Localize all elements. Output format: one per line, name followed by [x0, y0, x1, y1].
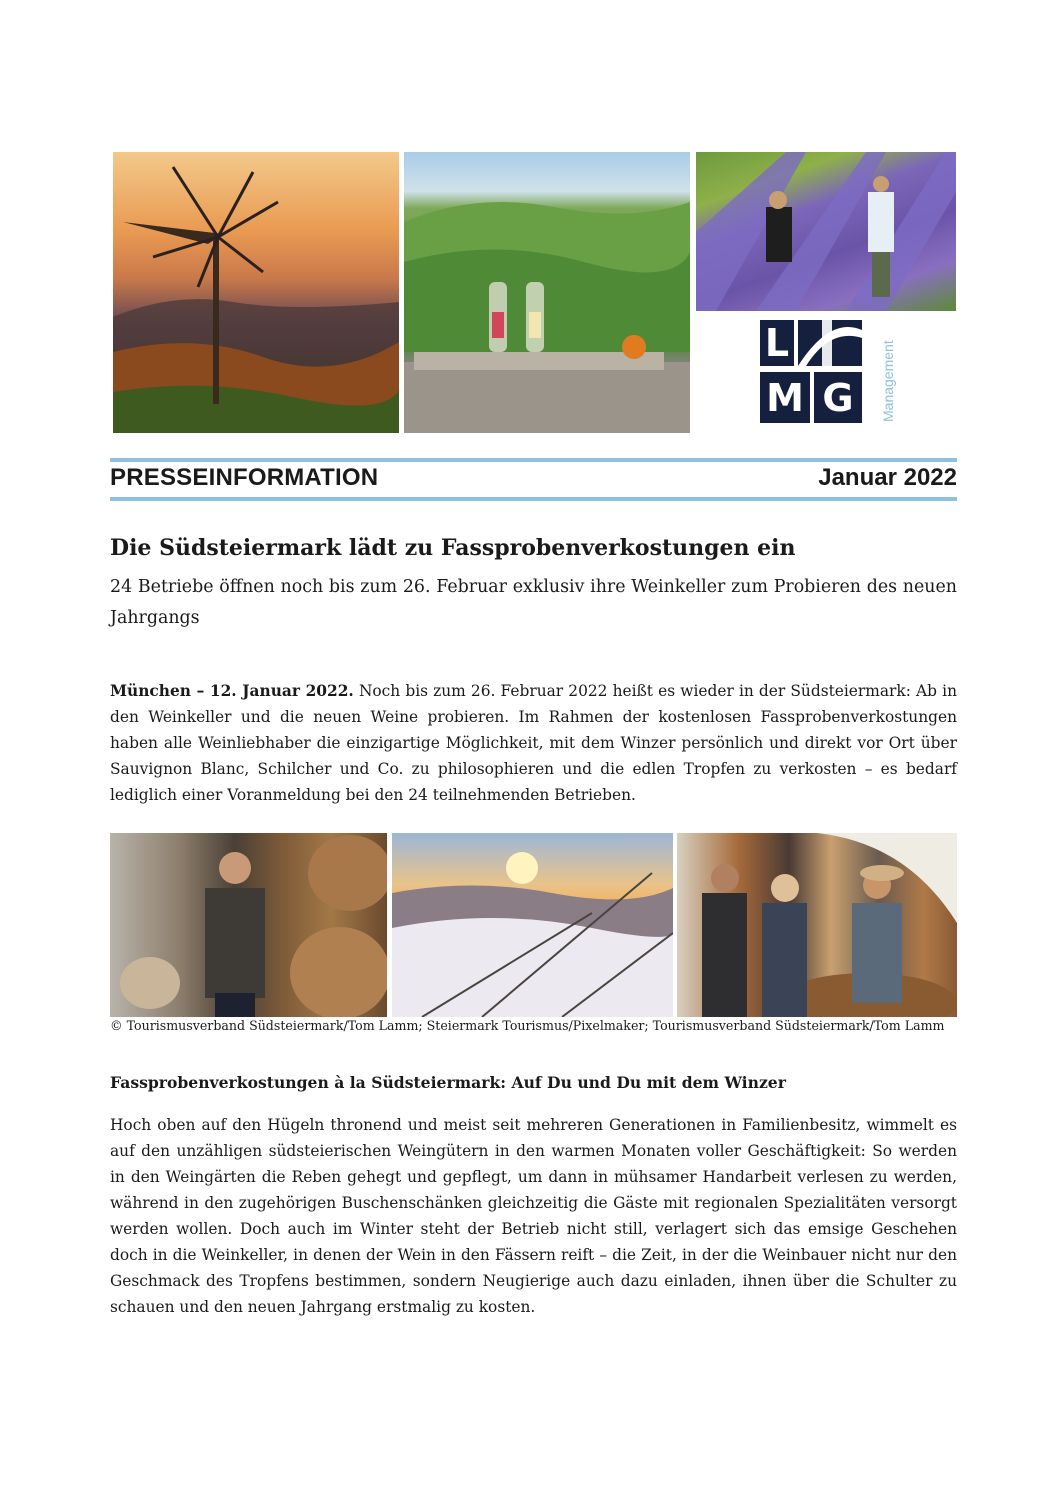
tasting-illustration [677, 833, 957, 1017]
article-headline: Die Südsteiermark lädt zu Fassprobenverkostungen ein [110, 535, 796, 561]
press-release-date: Januar 2022 [818, 464, 957, 491]
lavender-harvest-photo [696, 152, 956, 311]
vineyard-wine-table-photo [404, 152, 690, 433]
winemaker-cellar-photo [110, 833, 387, 1017]
header-rule-top [110, 458, 957, 462]
cellar-illustration [110, 833, 387, 1017]
section-title: Fassprobenverkostungen à la Südsteiermark: Auf Du und Du mit dem Winzer [110, 1073, 786, 1092]
wine-tasting-group-photo [677, 833, 957, 1017]
logo-emblem [798, 320, 862, 366]
press-release-label: PRESSEINFORMATION [110, 464, 379, 491]
winter-vineyard-sunset-photo [392, 833, 673, 1017]
logo-letter-g: G [814, 372, 862, 423]
windwheel-sunset-photo [113, 152, 399, 433]
article-subheadline: 24 Betriebe öffnen noch bis zum 26. Februar exklusiv ihre Weinkeller zum Probieren des neuen Jahrgangs [110, 577, 957, 628]
lavender-illustration [696, 152, 956, 311]
section-paragraph: Hoch oben auf den Hügeln thronend und meist seit mehreren Generationen in Familienbesitz, wimmelt es auf den unzähligen südsteierischen Weingütern in den warmen Monaten voller Geschäftigkeit: So werden in den Weingärten die Reben gehegt und gepflegt, um dann in mühsamer Handarbeit verlesen zu werden, während in den zugehörigen Buschenschänken gleichzeitig die Gäste mit regionalen Spezialitäten versorgt werden wollen. Doch auch im Winter steht der Betrieb nicht still, verlagert sich das emsige Geschehen doch in die Weinkeller, in denen der Wein in den Fässern reift – die Zeit, in der die Weinbauer nicht nur den Geschmack des Tropfens bestimmen, sondern Neugierige auch dazu einladen, ihnen über die Schulter zu schauen und den neuen Jahrgang erstmalig zu kosten. [110, 1116, 957, 1316]
photo-credit: © Tourismusverband Südsteiermark/Tom Lamm; Steiermark Tourismus/Pixelmaker; Tourismusverband Südsteiermark/Tom Lamm [110, 1018, 945, 1033]
lmg-management-logo [760, 320, 900, 425]
dateline: München – 12. Januar 2022. [110, 682, 354, 700]
winter-illustration [392, 833, 673, 1017]
logo-letter-m: M [760, 372, 810, 423]
logo-wordmark-text: Management [880, 340, 896, 422]
logo-letter-l: L [760, 320, 794, 366]
header-rule-bottom [110, 497, 957, 501]
logo-wordmark [878, 322, 898, 422]
windwheel-illustration [113, 152, 399, 433]
vineyard-illustration [404, 152, 690, 433]
intro-text: Noch bis zum 26. Februar 2022 heißt es wieder in der Südsteiermark: Ab in den Weinkeller und die neuen Weine probieren. Im Rahmen der kostenlosen Fassprobenverkostungen haben alle Weinliebhaber die einzigartige Möglichkeit, mit dem Winzer persönlich und direkt vor Ort über Sauvignon Blanc, Schilcher und Co. zu philosophieren und die edlen Tropfen zu verkosten – es bedarf lediglich einer Voranmeldung bei den 24 teilnehmenden Betrieben. [110, 682, 957, 804]
intro-paragraph [110, 678, 957, 808]
